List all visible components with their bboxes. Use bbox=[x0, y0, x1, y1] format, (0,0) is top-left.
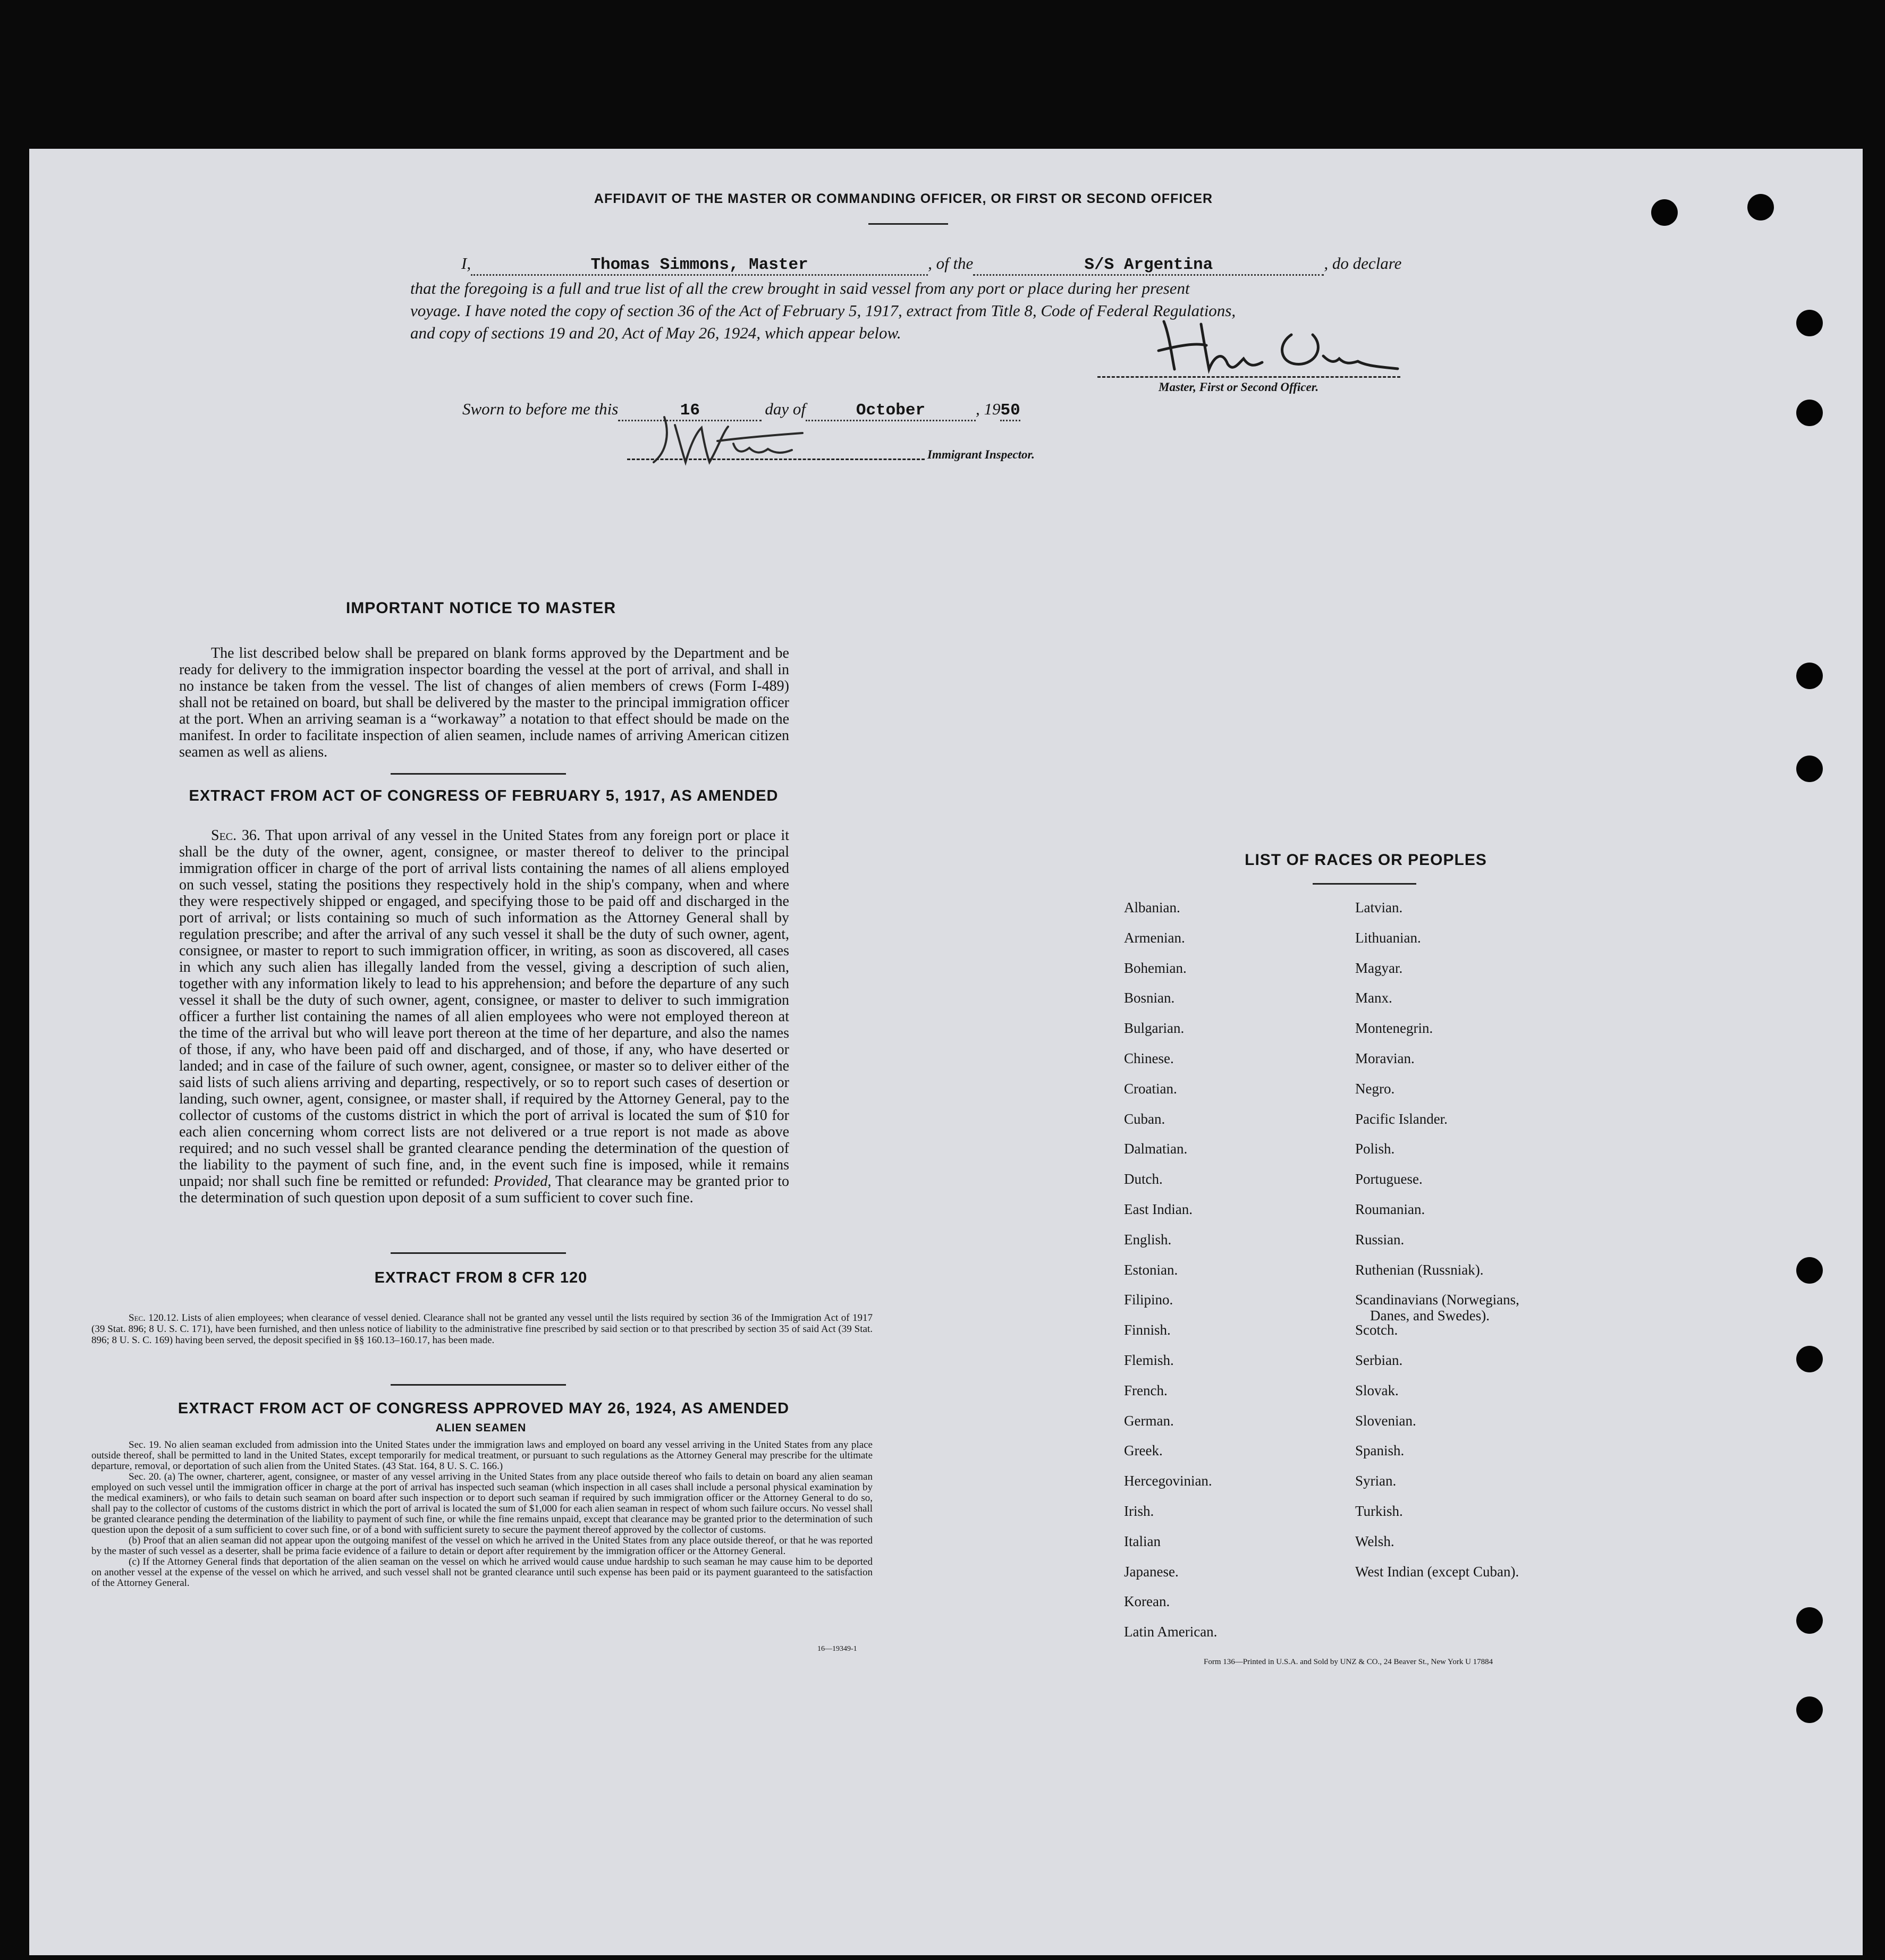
race-item: French. bbox=[1124, 1382, 1168, 1398]
sworn-day-field: 16 bbox=[618, 401, 762, 421]
title-rule bbox=[868, 223, 948, 225]
race-item: Slovak. bbox=[1355, 1382, 1399, 1398]
alien-seamen-subtitle: ALIEN SEAMEN bbox=[435, 1422, 527, 1434]
punch-hole bbox=[1651, 199, 1678, 226]
section-rule bbox=[391, 1384, 566, 1386]
race-item: Magyar. bbox=[1355, 960, 1403, 976]
sworn-prefix: Sworn to before me this bbox=[462, 400, 619, 418]
master-name-field: Thomas Simmons, Master bbox=[471, 256, 928, 276]
of-the-text: , of the bbox=[928, 254, 974, 273]
race-item: Turkish. bbox=[1355, 1503, 1403, 1519]
affidavit-body-line: and copy of sections 19 and 20, Act of May 26, 1924, which appear below. bbox=[410, 324, 901, 342]
sec-19-text: Sec. 19. No alien seaman excluded from admission into the United States under the immigration laws and employed on board any vessel arriving in the United States from any place outside thereof, shall be permitted to land in the United States, except temporarily for medical treatment, or pursuant to such regulations as the Attorney General may prescribe for the ultimate departure, removal, or deportation of such alien from the United States. (43 Stat. 164, 8 U. S. C. 166.) bbox=[91, 1439, 873, 1472]
race-item: Welsh. bbox=[1355, 1533, 1394, 1549]
section-text: That upon arrival of any vessel in the United States from any foreign port or place it shall be the duty of the owner, agent, consignee, or master thereof to deliver to the principal immigration officer in charge of the port of arrival lists containing the names of all aliens employed on such vessel, stating the positions they respectively hold in the ship's company, when and where they were respectively shipped or engaged, and specifying those to be paid off and discharged in the port of arrival; or lists containing so much of such information as the Attorney General shall by regulation prescribe; and after the arrival of any such vessel it shall be the duty of such owner, agent, consignee, or master to report to such immigration officer, in writing, as soon as discovered, all cases in which any such alien has illegally landed from the vessel, giving a description of such alien, together with any information likely to lead to his apprehension; and before the departure of any such vessel it shall be the duty of such owner, agent, consignee, or master to deliver to such immigration officer a further list containing the names of all alien employees who were not employed thereon at the time of the arrival but who will leave port thereon at the time of her departure, and also the names of those, if any, who have been paid off and discharged, and of those, if any, who have deserted or landed; and in case of the failure of such owner, agent, consignee, or master so to deliver either of the said lists of such aliens arriving and departing, respectively, or so to report such cases of desertion or landing, such owner, agent, consignee, or master shall, if required by the Attorney General, pay to the collector of customs of the customs district in which the port of arrival is located the sum of $10 for each alien concerning whom correct lists are not delivered or a true report is not made as above required; and no such vessel shall be granted clearance pending the determination of the question of the liability to the payment of such fine, and, in the event such fine is imposed, while it remains unpaid; nor shall such fine be remitted or refunded: bbox=[179, 827, 789, 1190]
race-item: Hercegovinian. bbox=[1124, 1473, 1212, 1489]
race-item: Polish. bbox=[1355, 1141, 1395, 1157]
race-item: Spanish. bbox=[1355, 1443, 1405, 1458]
cfr-title: EXTRACT FROM 8 CFR 120 bbox=[374, 1269, 588, 1286]
affidavit-body-line: voyage. I have noted the copy of section 36 of the Act of February 5, 1917, extract from Title 8, Code of Federal Regulations, bbox=[410, 301, 1236, 320]
extract-1917-text bbox=[179, 827, 789, 1206]
punch-hole bbox=[1796, 400, 1823, 426]
race-item: Montenegrin. bbox=[1355, 1020, 1433, 1036]
affidavit-title: AFFIDAVIT OF THE MASTER OR COMMANDING OFFICER, OR FIRST OR SECOND OFFICER bbox=[594, 191, 1213, 206]
cfr-text bbox=[91, 1312, 873, 1346]
punch-hole bbox=[1796, 1257, 1823, 1284]
section-rule bbox=[391, 773, 566, 775]
sworn-year-field: 50 bbox=[1000, 401, 1020, 421]
vessel-name-field: S/S Argentina bbox=[973, 256, 1324, 276]
inspector-caption: Immigrant Inspector. bbox=[927, 448, 1035, 461]
race-item: Scotch. bbox=[1355, 1322, 1398, 1338]
race-item: Latin American. bbox=[1124, 1624, 1218, 1640]
races-title: LIST OF RACES OR PEOPLES bbox=[1245, 851, 1487, 869]
cfr-section-text: Lists of alien employees; when clearance of vessel denied. Clearance shall not be granted any vessel until the lists required by section 36 of the Immigration Act of 1917 (39 Stat. 896; 8 U. S. C. 171), have been furnished, and then unless notice of liability to the administrative fine prescribed by said section or to that prescribed by section 35 of said Act (39 Stat. 896; 8 U. S. C. 169) having been served, the deposit specified in §§ 160.13–160.17, has been made. bbox=[91, 1312, 873, 1346]
sec-20a-text: Sec. 20. (a) The owner, charterer, agent, consignee, or master of any vessel arriving in the United States from any place outside thereof who fails to detain on board any alien seaman employed on such vessel until the immigration officer in charge at the port of arrival has inspected such seaman (which inspection in all cases shall include a personal physical examination by the medical examiners), or who fails to detain such seaman on board after such inspection or to deport such seaman if required by such immigration officer or the Attorney General to do so, shall pay to the collector of customs of the customs district in which the port of arrival is located the sum of $1,000 for each alien seaman in respect of whom such failure occurs. No vessel shall be granted clearance pending the determination of the liability to payment of such fine, or while the fine remains unpaid, except that clearance may be granted prior to the determination of such question upon the deposit of a sum sufficient to cover such fine, or of a bond with sufficient surety to secure the payment thereof approved by the collector of customs. bbox=[91, 1471, 873, 1535]
affidavit-declaration-line bbox=[461, 254, 1434, 276]
race-item: Bulgarian. bbox=[1124, 1020, 1185, 1036]
race-item: Scandinavians (Norwegians, bbox=[1355, 1292, 1519, 1308]
form-number: 16—19349-1 bbox=[817, 1645, 857, 1653]
race-item: Moravian. bbox=[1355, 1050, 1415, 1066]
race-item: West Indian (except Cuban). bbox=[1355, 1564, 1519, 1580]
race-item: Armenian. bbox=[1124, 930, 1185, 946]
race-item: Albanian. bbox=[1124, 900, 1180, 915]
signature-line bbox=[1097, 376, 1400, 378]
inspector-line bbox=[627, 459, 925, 460]
affidavit-body-line: that the foregoing is a full and true list of all the crew brought in said vessel from any port or place during her present bbox=[410, 279, 1190, 298]
race-item: Manx. bbox=[1355, 990, 1392, 1006]
do-declare-text: , do declare bbox=[1324, 254, 1402, 273]
race-item: Bohemian. bbox=[1124, 960, 1187, 976]
race-item: Cuban. bbox=[1124, 1111, 1165, 1127]
punch-hole bbox=[1796, 310, 1823, 336]
affidavit-pronoun: I, bbox=[461, 254, 471, 273]
race-item: Croatian. bbox=[1124, 1081, 1177, 1097]
section-rule bbox=[391, 1252, 566, 1254]
race-item: Filipino. bbox=[1124, 1292, 1173, 1308]
section-number: Sec. 36. bbox=[211, 827, 260, 844]
race-item: Flemish. bbox=[1124, 1352, 1174, 1368]
master-signature bbox=[1148, 313, 1403, 377]
race-item: Roumanian. bbox=[1355, 1201, 1425, 1217]
punch-hole bbox=[1796, 1346, 1823, 1372]
year-prefix-text: , 19 bbox=[975, 400, 1001, 418]
race-item: Irish. bbox=[1124, 1503, 1154, 1519]
race-item: Lithuanian. bbox=[1355, 930, 1421, 946]
race-item: Italian bbox=[1124, 1533, 1161, 1549]
day-of-text: day of bbox=[765, 400, 806, 418]
extract-1917-title: EXTRACT FROM ACT OF CONGRESS OF FEBRUARY 5, 1917, AS AMENDED bbox=[189, 787, 779, 804]
officer-caption: Master, First or Second Officer. bbox=[1159, 380, 1319, 394]
extract-1924-title: EXTRACT FROM ACT OF CONGRESS APPROVED MAY 26, 1924, AS AMENDED bbox=[177, 1400, 790, 1417]
race-item: Greek. bbox=[1124, 1443, 1163, 1458]
cfr-section-number: Sec. 120.12. bbox=[129, 1312, 179, 1323]
race-item: Danes, and Swedes). bbox=[1370, 1308, 1490, 1323]
race-item: Latvian. bbox=[1355, 900, 1403, 915]
section-text-end: That clearance may be granted prior to the determination of such question upon deposit of a sum sufficient to cover such fine. bbox=[179, 1173, 790, 1206]
race-item: Japanese. bbox=[1124, 1564, 1179, 1580]
race-item: Dutch. bbox=[1124, 1171, 1163, 1187]
punch-hole bbox=[1796, 756, 1823, 782]
race-item: Slovenian. bbox=[1355, 1413, 1416, 1429]
race-item: Finnish. bbox=[1124, 1322, 1171, 1338]
race-item: Negro. bbox=[1355, 1081, 1395, 1097]
punch-hole bbox=[1747, 194, 1774, 220]
provided-text: Provided, bbox=[493, 1173, 552, 1190]
notice-title: IMPORTANT NOTICE TO MASTER bbox=[345, 599, 616, 617]
race-item: German. bbox=[1124, 1413, 1174, 1429]
extract-1924-text bbox=[91, 1440, 873, 1589]
notice-text: The list described below shall be prepared on blank forms approved by the Department and be ready for delivery to the immigration inspector boarding the vessel at the port of arrival, and shall in no instance be taken from the vessel. The list of changes of alien members of crews (Form I-489) shall not be retained on board, but shall be delivered by the master to the principal immigration officer at the port. When an arriving seaman is a “workaway” a notation to that effect should be made on the manifest. In order to facilitate inspection of alien seamen, include names of arriving American citizen seamen as well as aliens. bbox=[179, 645, 789, 760]
race-item: Pacific Islander. bbox=[1355, 1111, 1448, 1127]
printer-footer: Form 136—Printed in U.S.A. and Sold by UNZ & CO., 24 Beaver St., New York U 17884 bbox=[1204, 1658, 1493, 1666]
race-item: Syrian. bbox=[1355, 1473, 1397, 1489]
race-item: Chinese. bbox=[1124, 1050, 1174, 1066]
race-item: Serbian. bbox=[1355, 1352, 1403, 1368]
race-item: Estonian. bbox=[1124, 1262, 1178, 1278]
punch-hole bbox=[1796, 1696, 1823, 1723]
race-item: English. bbox=[1124, 1232, 1172, 1248]
punch-hole bbox=[1796, 663, 1823, 689]
sworn-month-field: October bbox=[806, 401, 976, 421]
race-item: Dalmatian. bbox=[1124, 1141, 1188, 1157]
race-item: Korean. bbox=[1124, 1593, 1170, 1609]
race-item: Portuguese. bbox=[1355, 1171, 1423, 1187]
races-title-rule bbox=[1313, 883, 1416, 885]
sec-20b-text: (b) Proof that an alien seaman did not appear upon the outgoing manifest of the vessel on which he arrived in the United States from any place outside thereof, or that he was reported by the master of such vessel as a deserter, shall be prima facie evidence of a failure to detain or deport after requirement by the immigration officer or the Attorney General. bbox=[91, 1535, 873, 1557]
race-item: Ruthenian (Russniak). bbox=[1355, 1262, 1484, 1278]
punch-hole bbox=[1796, 1607, 1823, 1634]
race-item: Bosnian. bbox=[1124, 990, 1175, 1006]
race-item: East Indian. bbox=[1124, 1201, 1193, 1217]
race-item: Russian. bbox=[1355, 1232, 1405, 1248]
sec-20c-text: (c) If the Attorney General finds that deportation of the alien seaman on the vessel on which he arrived would cause undue hardship to such seaman he may cause him to be deported on another vessel at the expense of the vessel on which he arrived, and such vessel shall not be granted clearance until such expense has been paid or its payment guaranteed to the satisfaction of the Attorney General. bbox=[91, 1556, 873, 1589]
